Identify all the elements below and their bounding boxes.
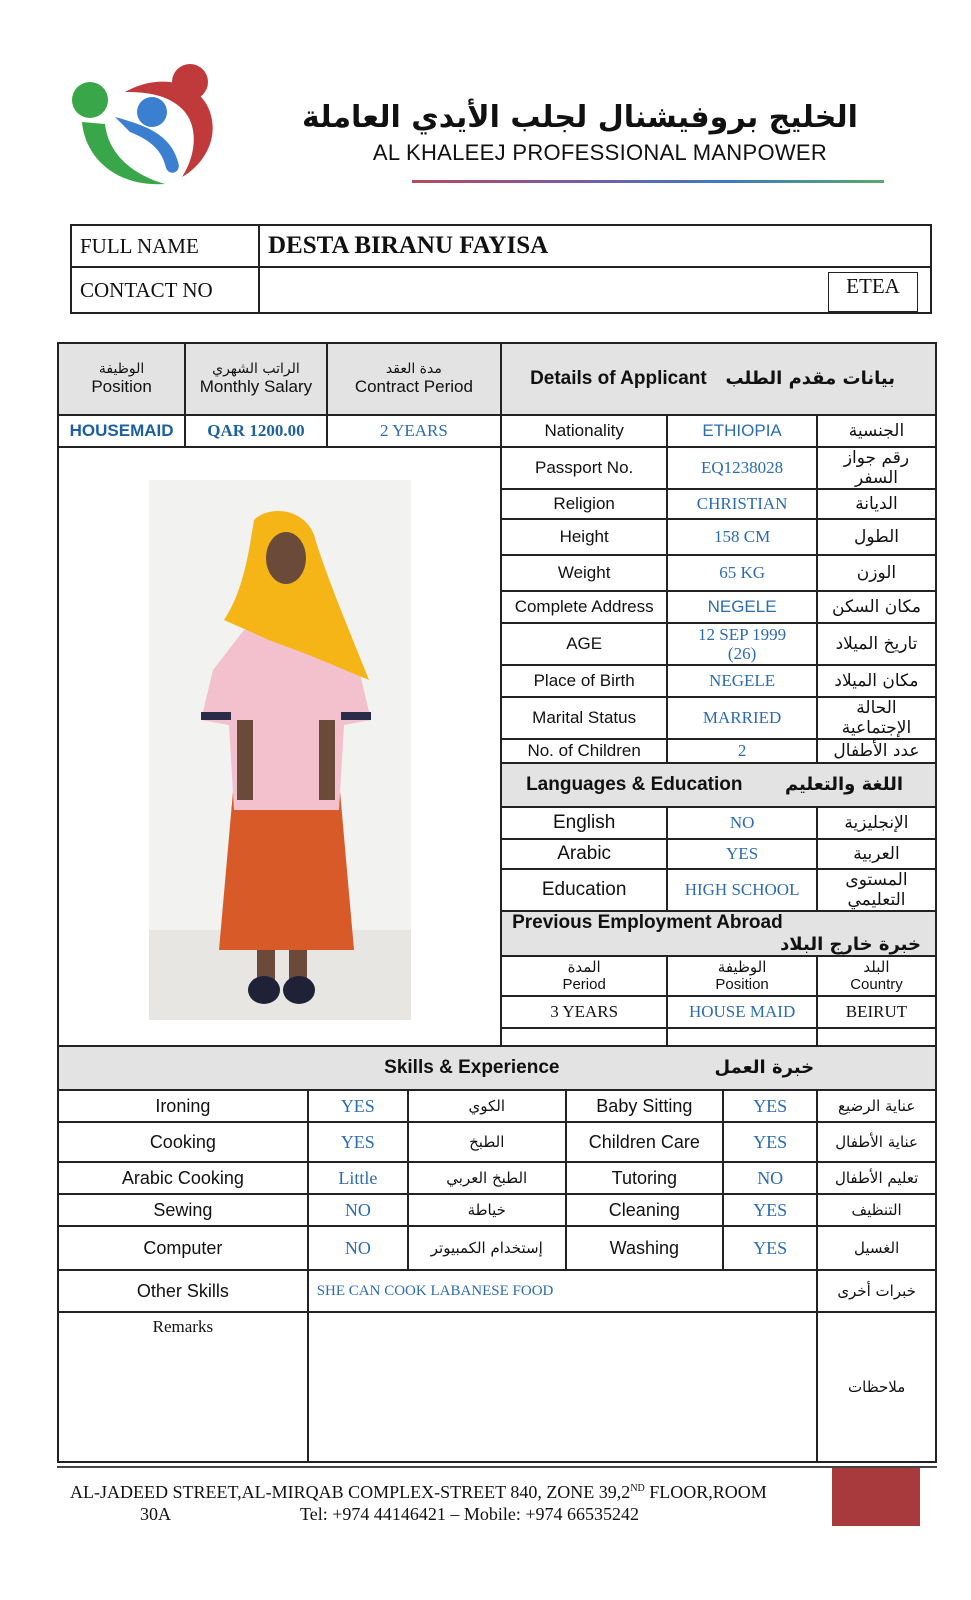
detail-label: Height bbox=[501, 519, 667, 555]
detail-label-ar: الوزن bbox=[817, 555, 936, 591]
employment-country-value: BEIRUT bbox=[817, 996, 936, 1028]
skill-label-ar: عناية الأطفال bbox=[817, 1122, 936, 1162]
other-skills-value: SHE CAN COOK LABANESE FOOD bbox=[308, 1270, 818, 1312]
skill-value: YES bbox=[723, 1226, 817, 1270]
detail-label-ar: مكان الميلاد bbox=[817, 665, 936, 697]
detail-value: NEGELE bbox=[667, 591, 817, 623]
skill-value: Little bbox=[308, 1162, 408, 1194]
details-title-en: Details of Applicant bbox=[530, 368, 707, 389]
applicant-identity-table bbox=[70, 224, 932, 314]
detail-label-ar: رقم جواز السفر bbox=[817, 447, 936, 489]
skill-label-ar: تعليم الأطفال bbox=[817, 1162, 936, 1194]
language-label: English bbox=[501, 807, 667, 839]
skills-title-en: Skills & Experience bbox=[384, 1057, 560, 1078]
languages-section-header bbox=[501, 763, 936, 807]
address-floor-room: FLOOR,ROOM bbox=[644, 1482, 767, 1502]
employment-position-header bbox=[667, 956, 817, 996]
detail-label-ar: تاريخ الميلاد bbox=[817, 623, 936, 665]
skill-value: NO bbox=[723, 1162, 817, 1194]
employment-period-value: 3 YEARS bbox=[501, 996, 667, 1028]
skill-label: Tutoring bbox=[566, 1162, 724, 1194]
skill-value: NO bbox=[308, 1226, 408, 1270]
salary-header-en: Monthly Salary bbox=[199, 377, 313, 396]
salary-value: QAR 1200.00 bbox=[185, 415, 327, 447]
footer-contact: Tel: +974 44146421 – Mobile: +974 66535242 bbox=[300, 1504, 640, 1524]
employment-position-value: HOUSE MAID bbox=[667, 996, 817, 1028]
detail-label-ar: الديانة bbox=[817, 489, 936, 519]
period-header bbox=[327, 343, 501, 415]
detail-label-ar: عدد الأطفال bbox=[817, 739, 936, 763]
employment-country-header bbox=[817, 956, 936, 996]
remarks-value bbox=[308, 1312, 818, 1462]
employment-period-en: Period bbox=[562, 976, 606, 993]
detail-label: Passport No. bbox=[501, 447, 667, 489]
period-value: 2 YEARS bbox=[327, 415, 501, 447]
salary-header bbox=[185, 343, 327, 415]
skill-label-ar: إستخدام الكمبيوتر bbox=[408, 1226, 566, 1270]
position-value: HOUSEMAID bbox=[58, 415, 185, 447]
detail-value: NEGELE bbox=[667, 665, 817, 697]
languages-title-en: Languages & Education bbox=[526, 774, 743, 795]
header-divider bbox=[412, 180, 884, 183]
remarks-label: Remarks bbox=[58, 1312, 308, 1462]
position-header bbox=[58, 343, 185, 415]
education-label-ar: المستوى التعليمي bbox=[817, 869, 936, 911]
skills-table bbox=[57, 1045, 937, 1463]
skills-title-ar: خبرة العمل bbox=[714, 1057, 815, 1078]
remarks-label-ar: ملاحظات bbox=[817, 1312, 936, 1462]
floor-superscript: ND bbox=[630, 1483, 645, 1494]
other-skills-label-ar: خبرات أخرى bbox=[817, 1270, 936, 1312]
applicant-details-table bbox=[57, 342, 937, 1053]
position-header-ar: الوظيفة bbox=[98, 361, 145, 377]
skill-label: Cleaning bbox=[566, 1194, 724, 1226]
birth-date: 12 SEP 1999 bbox=[698, 625, 787, 644]
detail-label: AGE bbox=[501, 623, 667, 665]
skill-label: Arabic Cooking bbox=[58, 1162, 308, 1194]
applicant-photo bbox=[149, 480, 411, 1020]
detail-value: 158 CM bbox=[667, 519, 817, 555]
languages-title-ar: اللغة والتعليم bbox=[784, 774, 903, 795]
detail-label: No. of Children bbox=[501, 739, 667, 763]
footer-address-line1 bbox=[70, 1478, 840, 1503]
footer-address bbox=[70, 1478, 840, 1525]
skill-value: NO bbox=[308, 1194, 408, 1226]
skill-label: Sewing bbox=[58, 1194, 308, 1226]
skill-value: YES bbox=[723, 1090, 817, 1122]
photo-cell bbox=[58, 447, 501, 1052]
skill-label-ar: خياطة bbox=[408, 1194, 566, 1226]
period-header-en: Contract Period bbox=[354, 377, 473, 396]
position-header-en: Position bbox=[91, 377, 152, 396]
skill-label-ar: الكوي bbox=[408, 1090, 566, 1122]
employment-title-en: Previous Employment Abroad bbox=[512, 912, 783, 933]
skill-label-ar: عناية الرضيع bbox=[817, 1090, 936, 1122]
address-room: 30A bbox=[140, 1504, 171, 1524]
age-years: (26) bbox=[727, 644, 757, 663]
skill-label: Computer bbox=[58, 1226, 308, 1270]
detail-label: Marital Status bbox=[501, 697, 667, 739]
skill-label: Washing bbox=[566, 1226, 724, 1270]
language-label-ar: العربية bbox=[817, 839, 936, 869]
company-name-arabic: الخليج بروفيشنال لجلب الأيدي العاملة bbox=[302, 100, 858, 135]
skill-label-ar: الطبخ bbox=[408, 1122, 566, 1162]
detail-value: CHRISTIAN bbox=[667, 489, 817, 519]
detail-value: EQ1238028 bbox=[667, 447, 817, 489]
employment-period-header bbox=[501, 956, 667, 996]
detail-label: Weight bbox=[501, 555, 667, 591]
address-street: AL-JADEED STREET,AL-MIRQAB COMPLEX-STREET 840, ZONE 39,2 bbox=[70, 1482, 631, 1502]
skill-value: YES bbox=[723, 1194, 817, 1226]
language-label: Arabic bbox=[501, 839, 667, 869]
salary-header-ar: الراتب الشهري bbox=[212, 361, 300, 377]
skill-value: YES bbox=[308, 1122, 408, 1162]
detail-label-ar: الجنسية bbox=[817, 415, 936, 447]
detail-value: MARRIED bbox=[667, 697, 817, 739]
employment-title-ar: خبرة خارج البلاد bbox=[780, 934, 921, 955]
detail-label-ar: الحالة الإجتماعية bbox=[817, 697, 936, 739]
detail-value: ETHIOPIA bbox=[667, 415, 817, 447]
detail-label: Religion bbox=[501, 489, 667, 519]
employment-position-ar: الوظيفة bbox=[717, 958, 767, 976]
detail-value bbox=[667, 623, 817, 665]
company-logo bbox=[70, 62, 222, 190]
employment-country-en: Country bbox=[850, 976, 903, 993]
skill-label: Cooking bbox=[58, 1122, 308, 1162]
contact-value-cell bbox=[259, 267, 931, 313]
skill-label: Children Care bbox=[566, 1122, 724, 1162]
details-section-header bbox=[501, 343, 936, 415]
period-header-ar: مدة العقد bbox=[385, 361, 442, 377]
company-name-english: AL KHALEEJ PROFESSIONAL MANPOWER bbox=[372, 140, 828, 165]
language-label-ar: الإنجليزية bbox=[817, 807, 936, 839]
skills-section-header bbox=[58, 1046, 936, 1090]
footer-color-block bbox=[832, 1468, 920, 1526]
full-name-value: DESTA BIRANU FAYISA bbox=[259, 225, 931, 267]
other-skills-label: Other Skills bbox=[58, 1270, 308, 1312]
detail-label: Place of Birth bbox=[501, 665, 667, 697]
language-value: NO bbox=[667, 807, 817, 839]
employment-period-ar: المدة bbox=[567, 958, 601, 976]
employment-country-ar: البلد bbox=[863, 958, 890, 976]
details-title-ar: بيانات مقدم الطلب bbox=[725, 368, 895, 389]
detail-value: 65 KG bbox=[667, 555, 817, 591]
agency-code-box: ETEA bbox=[828, 272, 918, 312]
detail-label: Complete Address bbox=[501, 591, 667, 623]
contact-label: CONTACT NO bbox=[71, 267, 259, 313]
employment-position-en: Position bbox=[715, 976, 769, 993]
language-value: YES bbox=[667, 839, 817, 869]
education-value: HIGH SCHOOL bbox=[667, 869, 817, 911]
skill-value: YES bbox=[308, 1090, 408, 1122]
skill-label-ar: التنظيف bbox=[817, 1194, 936, 1226]
detail-label-ar: الطول bbox=[817, 519, 936, 555]
skill-label-ar: الطبخ العربي bbox=[408, 1162, 566, 1194]
full-name-label: FULL NAME bbox=[71, 225, 259, 267]
detail-value: 2 bbox=[667, 739, 817, 763]
skill-label: Baby Sitting bbox=[566, 1090, 724, 1122]
skill-label: Ironing bbox=[58, 1090, 308, 1122]
employment-section-header bbox=[501, 911, 936, 956]
detail-label-ar: مكان السكن bbox=[817, 591, 936, 623]
footer-divider bbox=[57, 1466, 937, 1468]
education-label: Education bbox=[501, 869, 667, 911]
skill-label-ar: الغسيل bbox=[817, 1226, 936, 1270]
footer-address-line2 bbox=[70, 1503, 840, 1525]
detail-label: Nationality bbox=[501, 415, 667, 447]
skill-value: YES bbox=[723, 1122, 817, 1162]
